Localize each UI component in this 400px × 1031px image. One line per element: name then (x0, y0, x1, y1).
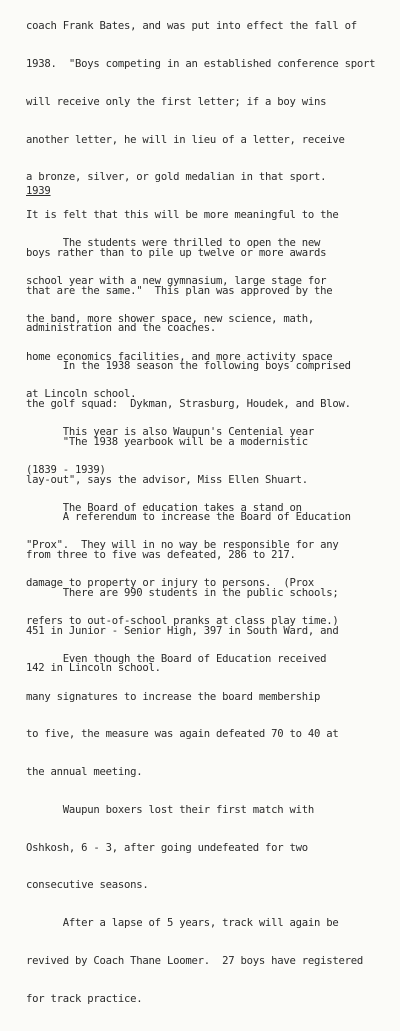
text-line: damage to property or injury to persons. (Prox (26, 577, 315, 590)
text-line: 142 in Lincoln school. (26, 662, 161, 675)
text-line: Oshkosh, 6 - 3, after going undefeated for two (26, 841, 308, 854)
text-line: lay-out", says the advisor, Miss Ellen Shuart. (26, 473, 308, 486)
text-line: consecutive seasons. (26, 879, 149, 892)
text-line: The students were thrilled to open the new (26, 237, 321, 250)
text-line: After a lapse of 5 years, track will again be (26, 917, 339, 930)
text-line: There are 990 students in the public schools; (26, 586, 339, 599)
text-line: A referendum to increase the Board of Education (26, 511, 351, 524)
text-line: another letter, he will in lieu of a letter, receive (26, 133, 345, 146)
text-line: home economics facilities, and more activity space (26, 350, 333, 363)
text-line: revived by Coach Thane Loomer. 27 boys have registered (26, 955, 364, 968)
text-line: This year is also Waupun's Centenial year (26, 426, 315, 439)
section-heading-1939: 1939 (26, 185, 51, 197)
text-line: the annual meeting. (26, 766, 143, 779)
text-line: will receive only the first letter; if a boy wins (26, 95, 327, 108)
text-line: Waupun boxers lost their first match with (26, 803, 315, 816)
text-line: 451 in Junior - Senior High, 397 in South Ward, and (26, 624, 339, 637)
text-line: the band, more shower space, new science, math, (26, 312, 315, 325)
text-line: "The 1938 yearbook will be a modernistic (26, 435, 308, 448)
text-line: a bronze, silver, or gold medalian in that sport. (26, 171, 327, 184)
text-line: (1839 - 1939) (26, 463, 106, 476)
section-1939-text (26, 212, 363, 1031)
text-line: school year with a new gymnasium, large stage for (26, 274, 327, 287)
text-line: coach Frank Bates, and was put into effect the fall of (26, 20, 357, 33)
text-line: to five, the measure was again defeated 70 to 40 at (26, 728, 339, 741)
text-line: 1938. "Boys competing in an established conference sport (26, 57, 376, 70)
text-line: many signatures to increase the board membership (26, 690, 321, 703)
text-line: It is felt that this will be more meaningful to the (26, 209, 339, 222)
text-line: refers to out-of-school pranks at class play time.) (26, 615, 339, 627)
text-line: In the 1938 season the following boys comprised (26, 360, 351, 373)
text-line: "Prox". They will in no way be responsible for any (26, 539, 339, 552)
text-line: administration and the coaches. (26, 322, 216, 335)
text-line: boys rather than to pile up twelve or more awards (26, 246, 327, 259)
text-line: for track practice. (26, 992, 143, 1005)
text-line: at Lincoln school. (26, 388, 137, 401)
text-line: The Board of education takes a stand on (26, 501, 302, 514)
text-line: that are the same." This plan was approved by the (26, 284, 333, 297)
text-line: from three to five was defeated, 286 to 217. (26, 549, 296, 562)
text-line: Even though the Board of Education received (26, 652, 327, 665)
text-line: the golf squad: Dykman, Strasburg, Houdek, and Blow. (26, 398, 351, 410)
